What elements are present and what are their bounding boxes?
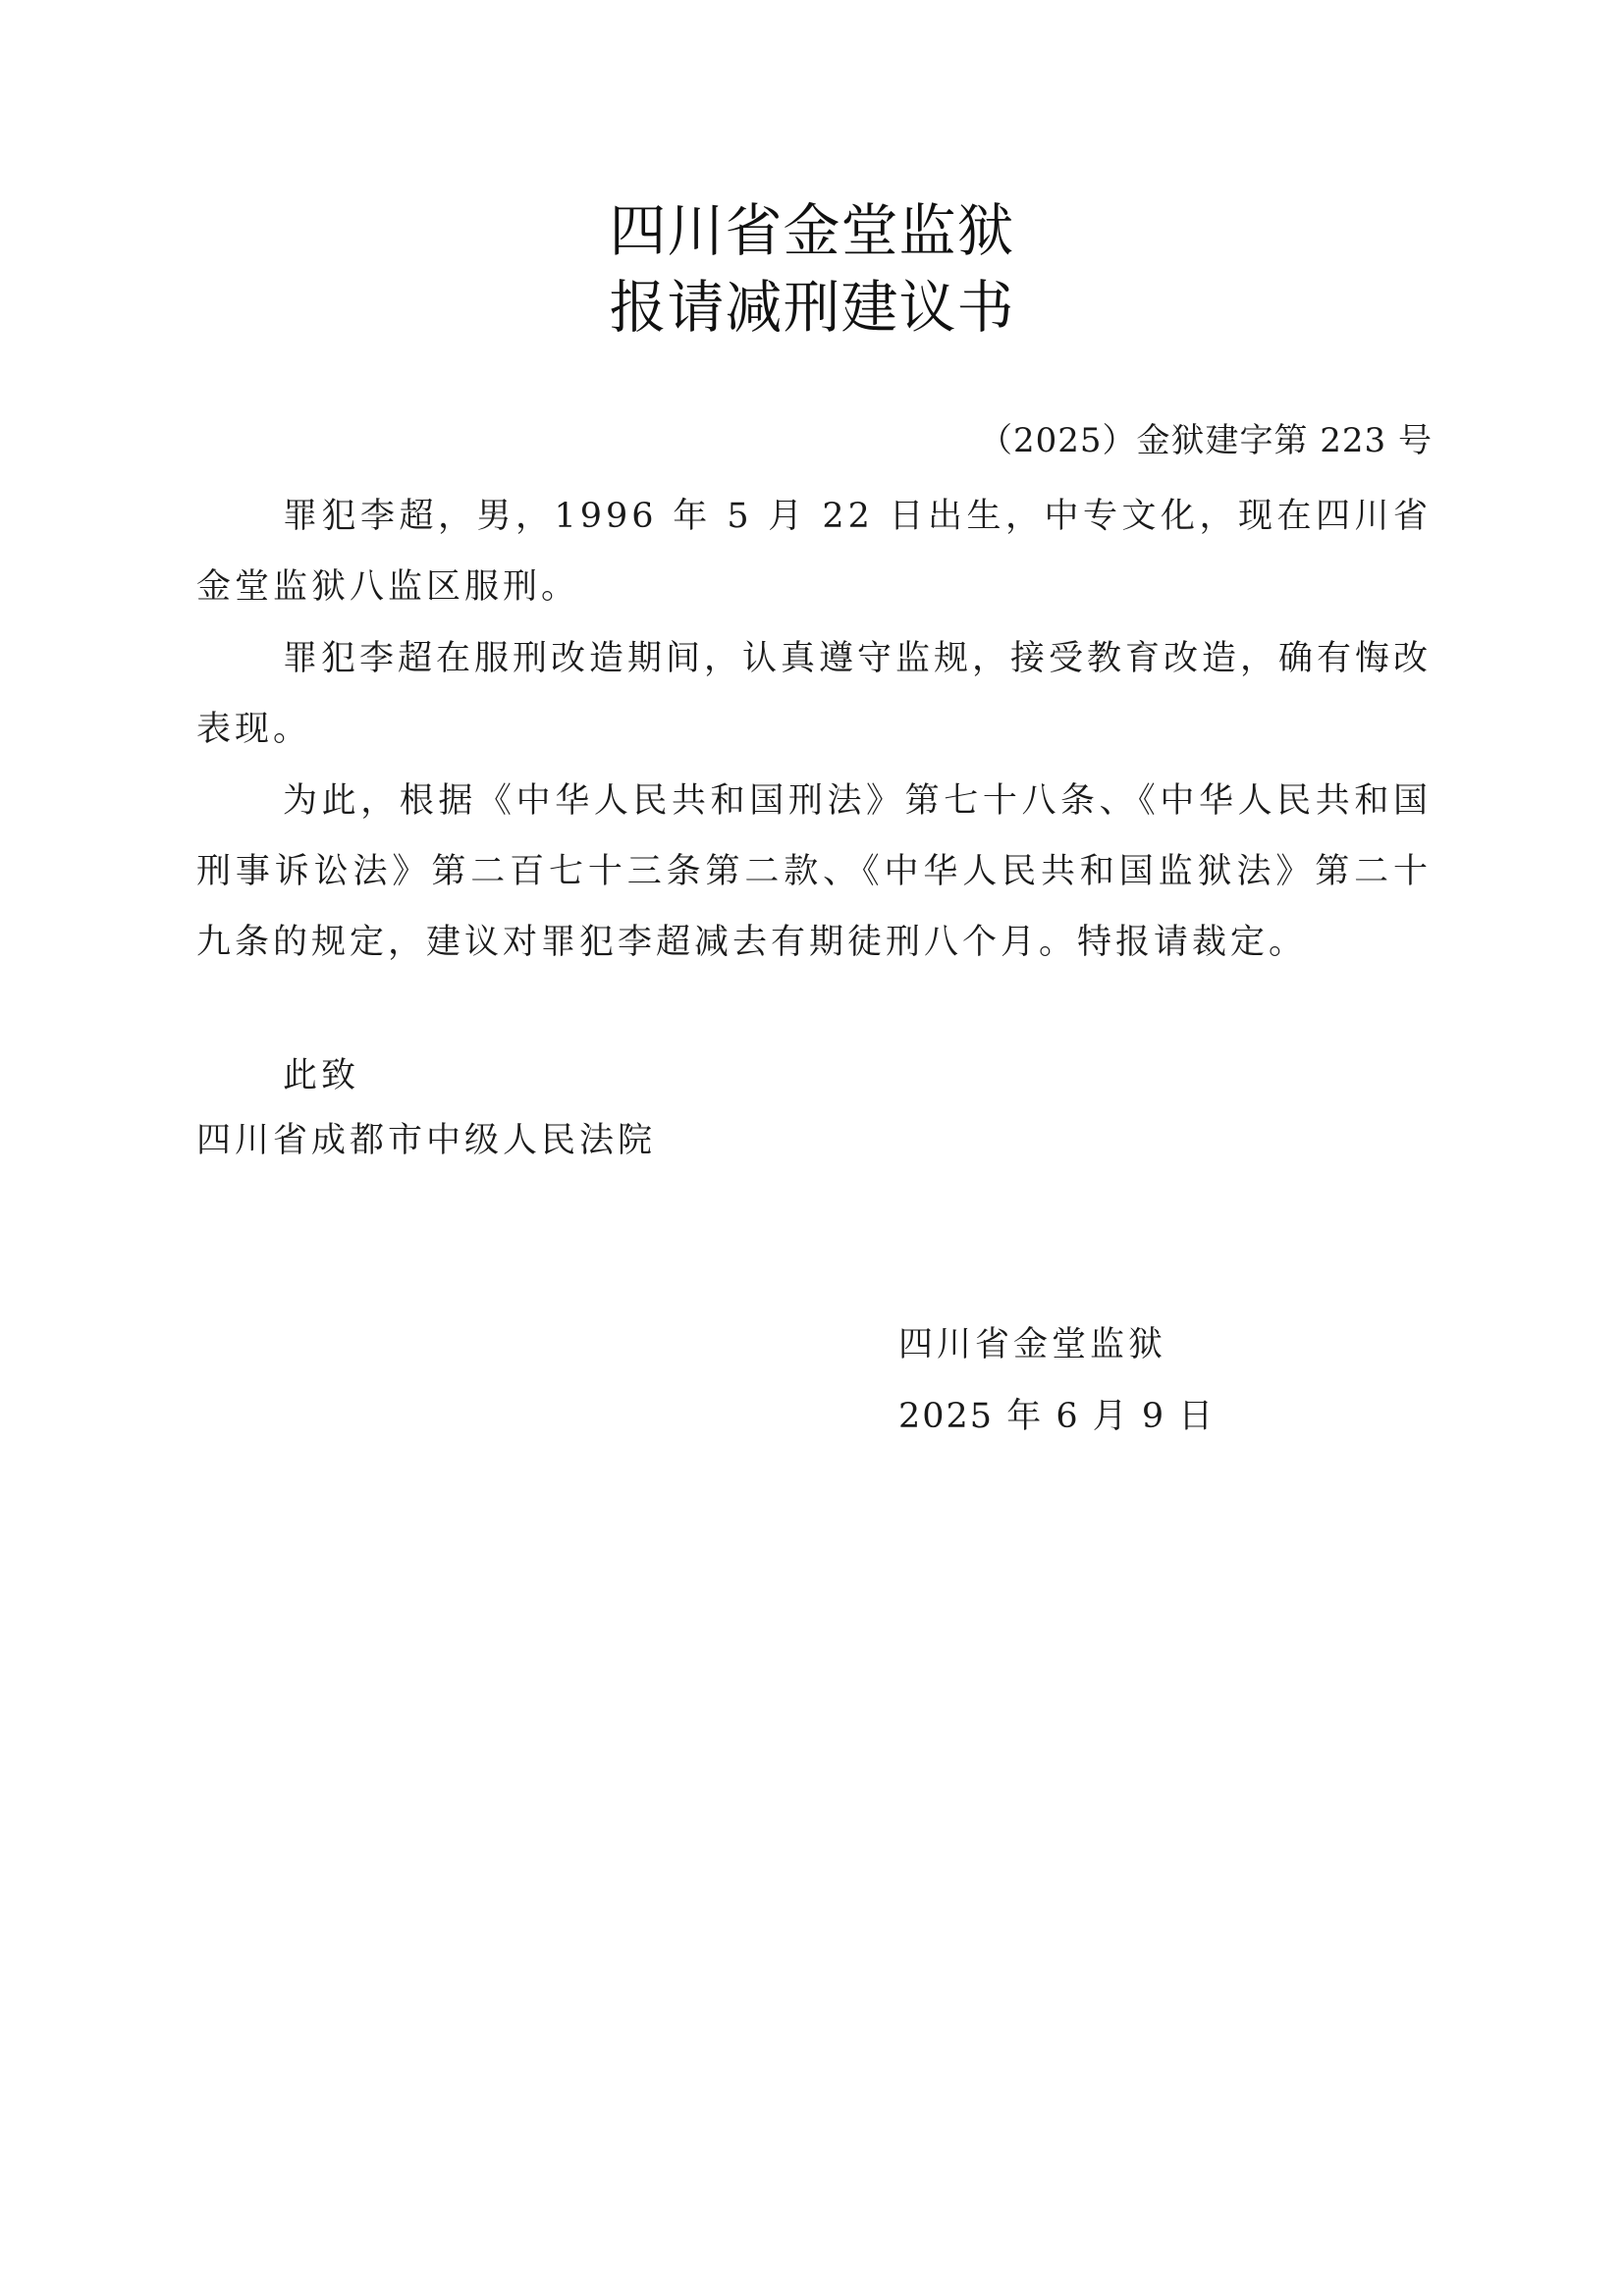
paragraph-offender-info: 罪犯李超，男，1996 年 5 月 22 日出生，中专文化，现在四川省金堂监狱八监区服刑。 (196, 497, 1432, 607)
signature-date: 2025 年 6 月 9 日 (898, 1397, 1216, 1436)
signature-organization: 四川省金堂监狱 (898, 1325, 1167, 1364)
paragraph-legal-basis: 为此，根据《中华人民共和国刑法》第七十八条、《中华人民共和国刑事诉讼法》第二百七十三条第二款、《中华人民共和国监狱法》第二十九条的规定，建议对罪犯李超减去有期徒刑八个月。特报请裁定。 (196, 781, 1432, 962)
paragraph-salutation: 此致 (283, 1056, 360, 1095)
document-title-line2: 报请减刑建议书 (609, 274, 1015, 341)
document-title-line1: 四川省金堂监狱 (609, 197, 1015, 264)
recipient-court: 四川省成都市中级人民法院 (196, 1121, 657, 1160)
paragraph-conduct: 罪犯李超在服刑改造期间，认真遵守监规，接受教育改造，确有悔改表现。 (196, 639, 1433, 749)
document-number: （2025）金狱建字第 223 号 (978, 421, 1433, 460)
